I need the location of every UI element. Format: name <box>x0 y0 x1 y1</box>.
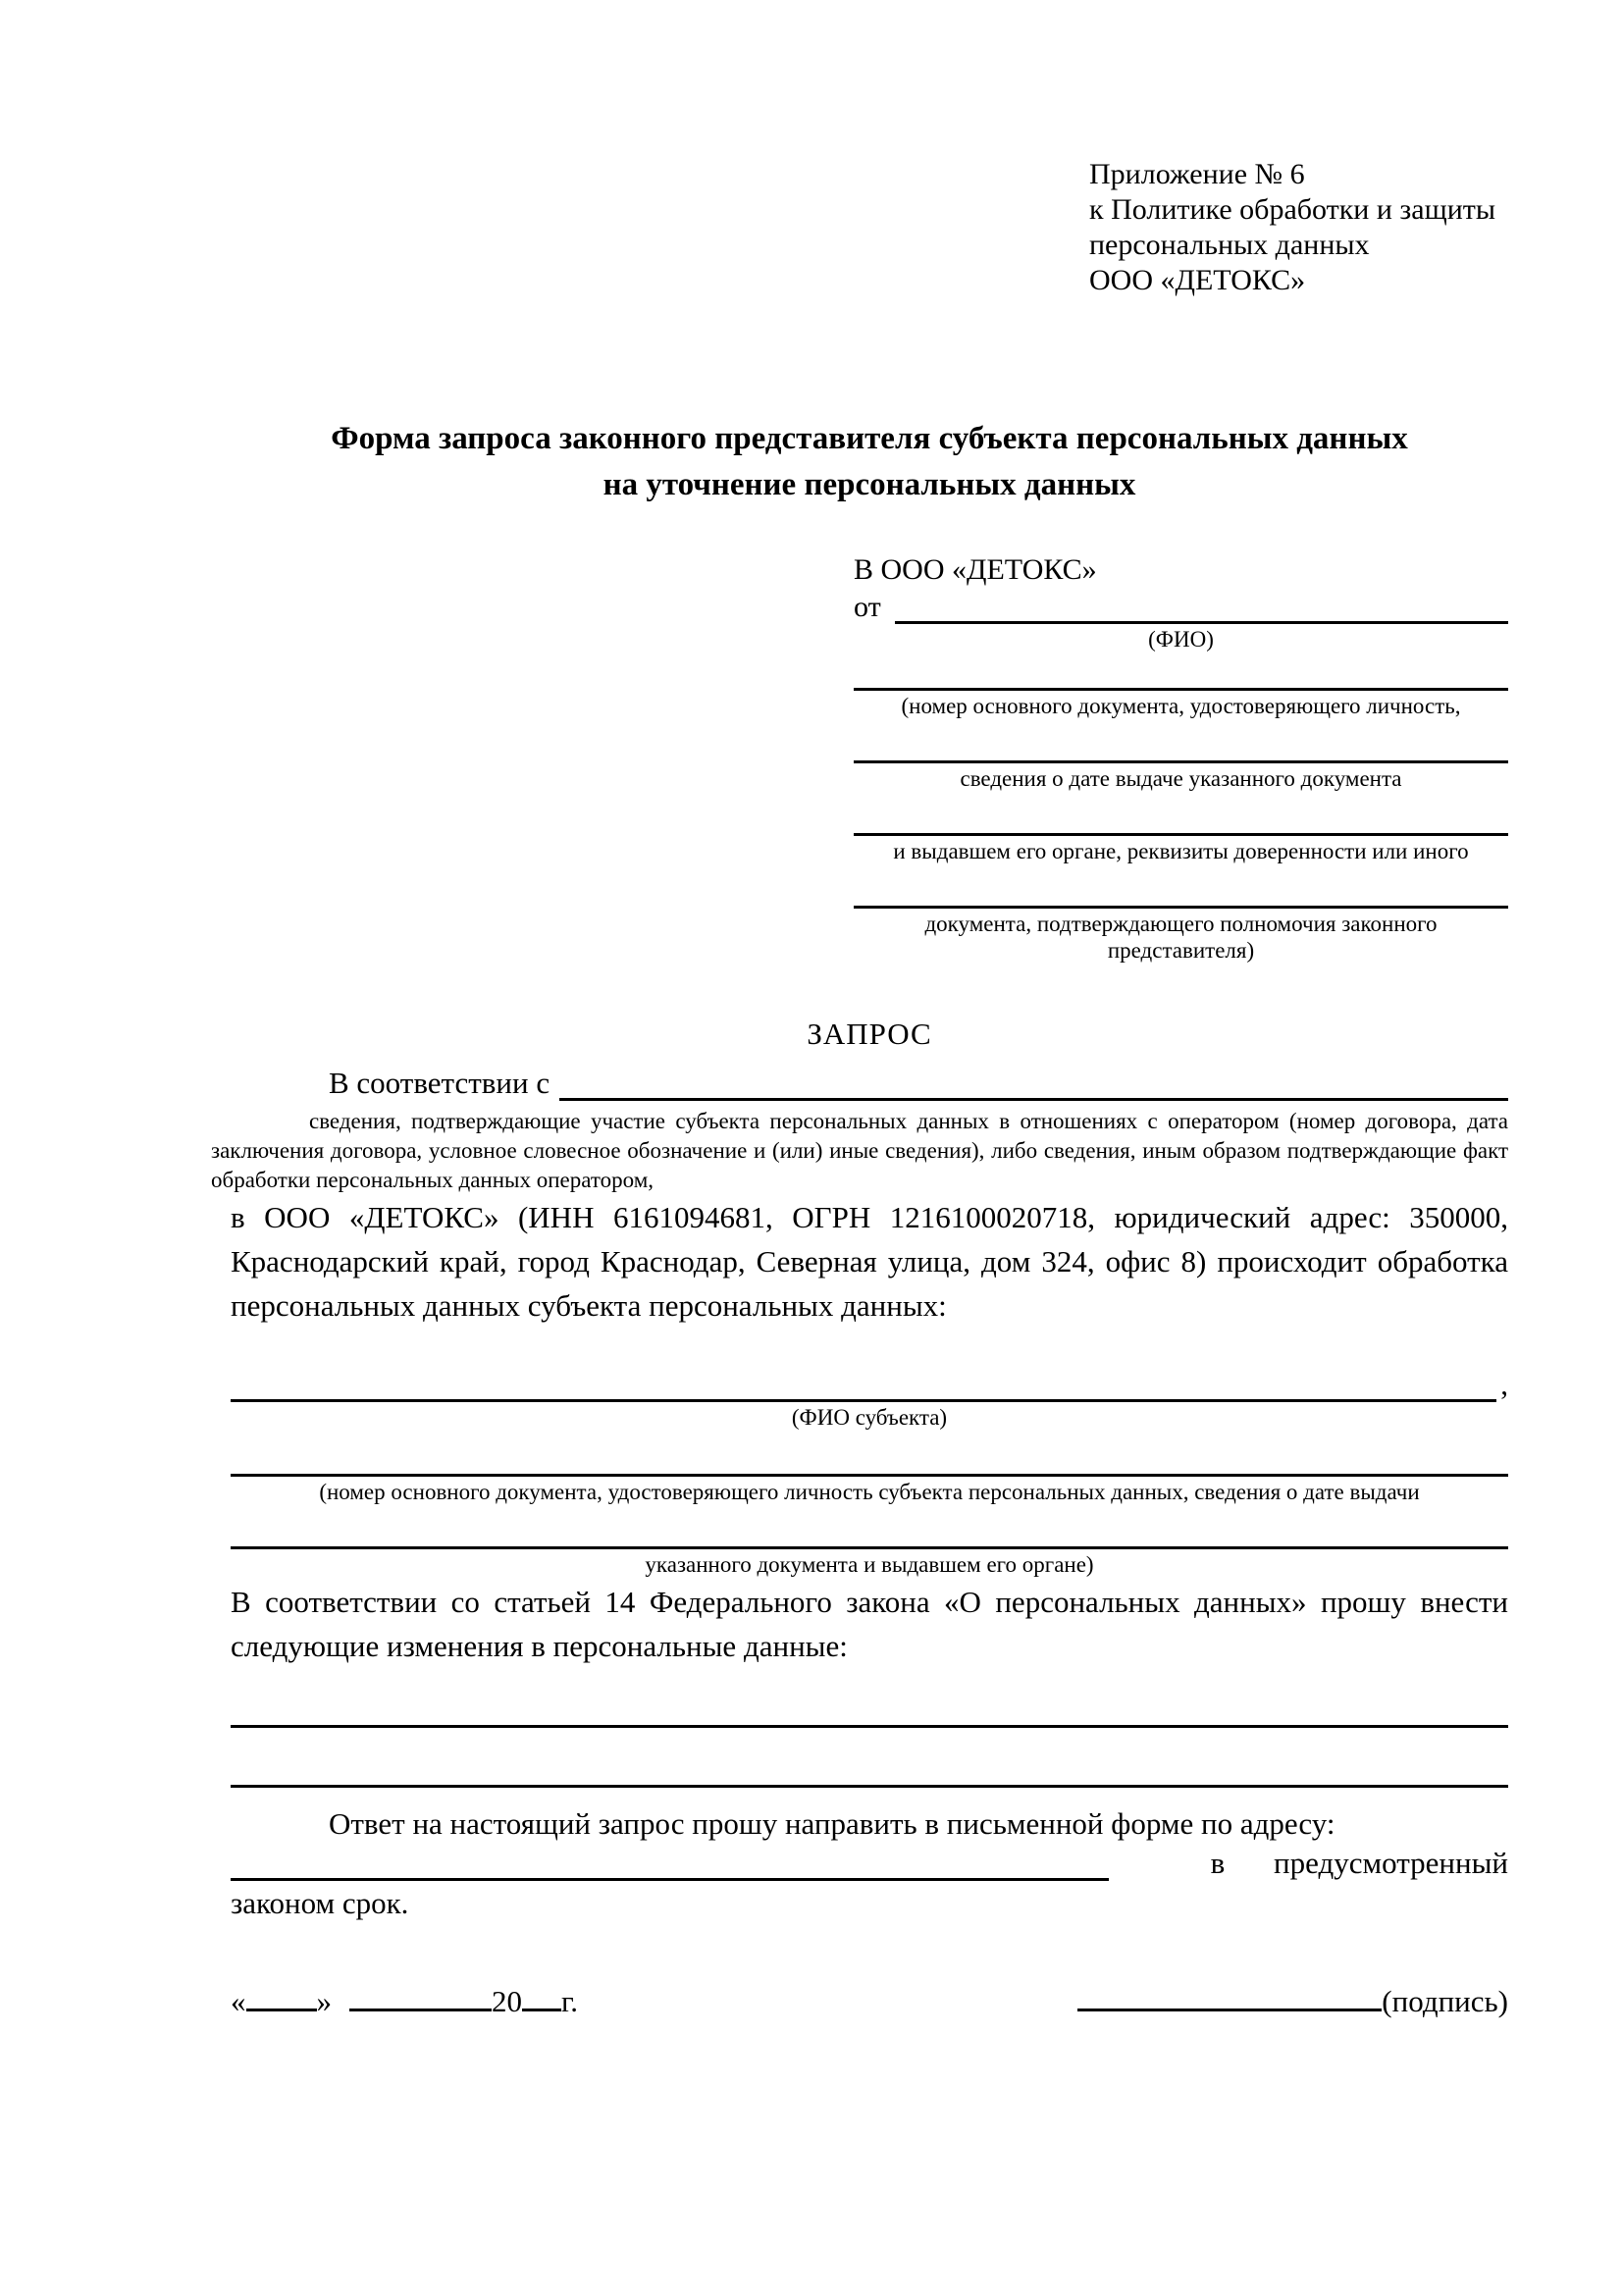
from-row <box>854 591 1508 624</box>
from-label: от <box>854 591 881 623</box>
changes-blank-field-1 <box>231 1725 1508 1728</box>
representative-doc-caption-4: документа, подтверждающего полномочия законного представителя) <box>924 912 1438 963</box>
changes-blank-field-2 <box>231 1785 1508 1788</box>
subject-doc-blank-field-2 <box>231 1546 1508 1549</box>
representative-doc-caption-3: и выдавшем его органе, реквизиты доверенности или иного <box>893 839 1469 863</box>
answer-tail: законом срок. <box>231 1886 409 1920</box>
year-blank-field <box>522 1982 561 2011</box>
operator-paragraph: в ООО «ДЕТОКС» (ИНН 6161094681, ОГРН 1216100020718, юридический адрес: 350000, Краснодарский край, город Краснодар, Северная улица, дом 324, офис 8) происходит обработка персональных данных субъекта персональных данных: <box>231 1200 1508 1323</box>
subject-doc-caption-2: указанного документа и выдавшем его органе) <box>645 1552 1094 1577</box>
addressee-to: В ООО «ДЕТОКС» <box>854 553 1097 586</box>
month-blank-field <box>349 1982 492 2011</box>
fio-caption: (ФИО) <box>1148 627 1214 652</box>
appendix-header-line: персональных данных <box>1089 229 1370 261</box>
signature-caption: (подпись) <box>1382 1984 1508 2018</box>
appendix-header-line: Приложение № 6 <box>1089 158 1305 190</box>
date-signature-row <box>231 1982 1508 2019</box>
appendix-header-line: к Политике обработки и защиты <box>1089 193 1496 226</box>
subject-comma: , <box>1500 1367 1508 1401</box>
subject-doc-caption-1: (номер основного документа, удостоверяющего личность субъекта персональных данных, сведения о дате выдачи <box>319 1480 1420 1504</box>
subject-fio-caption: (ФИО субъекта) <box>791 1405 948 1430</box>
document-title-line-1: Форма запроса законного представителя субъекта персональных данных <box>331 421 1408 456</box>
answer-paragraph: Ответ на настоящий запрос прошу направить в письменной форме по адресу: <box>329 1806 1335 1841</box>
subject-doc-blank-field-1 <box>231 1474 1508 1477</box>
signature-blank-field <box>1077 1982 1382 2011</box>
document-title-line-2: на уточнение персональных данных <box>602 467 1136 502</box>
representative-fio-blank-field <box>895 591 1508 624</box>
date-group <box>231 1982 578 2019</box>
representative-doc-caption-2: сведения о дате выдаче указанного документа <box>960 766 1402 791</box>
representative-doc-blank-field-4 <box>854 906 1508 909</box>
basis-row <box>231 1066 1508 1101</box>
representative-doc-blank-field-2 <box>854 760 1508 763</box>
date-quote-open: « <box>231 1984 246 2018</box>
subject-fio-blank-field <box>231 1369 1496 1402</box>
request-heading: ЗАПРОС <box>807 1017 932 1051</box>
appendix-header-line: ООО «ДЕТОКС» <box>1089 264 1306 296</box>
law-paragraph: В соответствии со статьей 14 Федерального закона «О персональных данных» прошу внести следующие изменения в персональные данные: <box>231 1585 1508 1663</box>
answer-suffix: в предусмотренный <box>1210 1846 1508 1880</box>
day-blank-field <box>246 1982 317 2011</box>
representative-doc-blank-field-1 <box>854 688 1508 691</box>
date-quote-close: » <box>316 1984 332 2018</box>
representative-doc-caption-1: (номер основного документа, удостоверяющего личность, <box>901 694 1461 718</box>
year-suffix: г. <box>561 1984 578 2018</box>
year-prefix: 20 <box>492 1984 522 2018</box>
subject-fio-row <box>231 1367 1508 1402</box>
basis-blank-field <box>559 1068 1508 1101</box>
addressee-block <box>854 553 1508 964</box>
document-title <box>231 416 1508 508</box>
representative-doc-blank-field-3 <box>854 833 1508 836</box>
basis-note: сведения, подтверждающие участие субъекта персональных данных в отношениях с оператором (номер договора, дата заключения договора, условное словесное обозначение и (или) иные сведения), либо сведения, иным образом подтверждающие факт обработки персональных данных оператором, <box>211 1109 1508 1192</box>
answer-address-row <box>231 1846 1508 1881</box>
appendix-header <box>1089 157 1508 298</box>
signature-group <box>1077 1982 1508 2019</box>
address-blank-field <box>231 1848 1109 1881</box>
document-content <box>211 0 1508 2019</box>
basis-prefix: В соответствии с <box>329 1066 550 1100</box>
